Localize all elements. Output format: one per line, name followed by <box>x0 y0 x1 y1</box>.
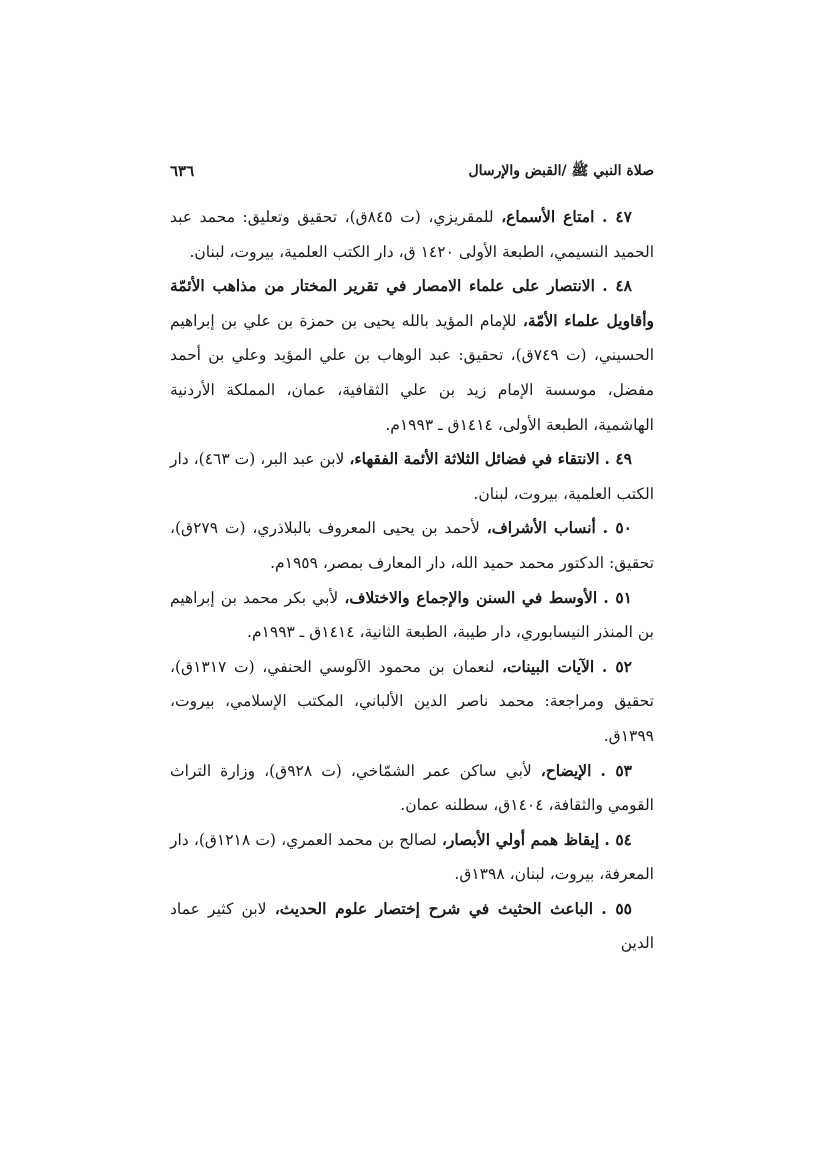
entry-number: ٤٩ . <box>604 449 633 469</box>
entry-title: الآيات البينات، <box>501 656 595 676</box>
entry-details: لابن كثير عماد الدين <box>170 899 654 953</box>
entry-details: لنعمان بن محمود الآلوسي الحنفي، (ت ١٣١٧ق)، تحقيق ومراجعة: محمد ناصر الدين الألباني، المكتب الإسلامي، بيروت، ١٣٩٩ق. <box>170 657 654 745</box>
entry-title: الإيضاح، <box>540 760 592 780</box>
bibliography-entry <box>170 269 654 442</box>
bibliography-entry <box>170 650 654 754</box>
entry-number: ٤٨ . <box>602 276 633 296</box>
entry-title: امتاع الأسماع، <box>501 207 595 226</box>
entry-title: أنساب الأشراف، <box>486 518 596 538</box>
page-header <box>170 156 654 186</box>
entry-title: الانتصار على علماء الامصار في تقرير المختار من مذاهب الأئمّة وأقاويل علماء الأمّة، <box>170 276 654 330</box>
entry-details: لابن عبد البر، (ت ٤٦٣)، دار الكتب العلمية، بيروت، لبنان. <box>170 450 654 503</box>
page-number: ٦٣٦ <box>170 162 195 180</box>
bibliography-entry <box>170 442 654 511</box>
entry-title: الأوسط في السنن والإجماع والاختلاف، <box>344 587 598 607</box>
entry-details: لأبي بكر محمد بن إبراهيم بن المنذر النيسابوري، دار طيبة، الطبعة الثانية، ١٤١٤ق ـ ١٩٩٣م. <box>170 588 654 642</box>
entry-details: لأبي ساكن عمر الشمّاخي، (ت ٩٢٨ق)، وزارة التراث القومي والثقافة، ١٤٠٤ق، سطلنه عمان. <box>170 761 654 815</box>
entry-number: ٤٧ . <box>601 207 632 226</box>
entry-title: الانتقاء في فضائل الثلاثة الأئمة الفقهاء، <box>349 449 600 469</box>
bibliography-entry <box>170 581 654 650</box>
entry-number: ٥٥ . <box>601 898 632 918</box>
bibliography-entry <box>170 823 654 892</box>
entry-details: لأحمد بن يحيى المعروف بالبلاذري، (ت ٢٧٩ق)، تحقيق: الدكتور محمد حميد الله، دار المعارف بمصر، ١٩٥٩م. <box>170 519 654 572</box>
entry-number: ٥١ . <box>603 587 632 607</box>
entry-title: الباعث الحثيث في شرح إختصار علوم الحديث، <box>274 898 594 918</box>
entry-number: ٥٤ . <box>604 829 633 849</box>
bibliography-entry <box>170 511 654 580</box>
bibliography-entry <box>170 754 654 823</box>
entry-details: لصالح بن محمد العمري، (ت ١٢١٨ق)، دار المعرفة، بيروت، لبنان، ١٣٩٨ق. <box>170 830 654 884</box>
entry-number: ٥٣ . <box>600 760 632 780</box>
entry-title: إيقاظ همم أولي الأبصار، <box>441 829 600 849</box>
bibliography-entry <box>170 892 654 961</box>
bibliography-list <box>170 200 654 961</box>
entry-number: ٥٠ . <box>602 518 632 538</box>
entry-details: للإمام المؤيد بالله يحيى بن حمزة بن علي بن إبراهيم الحسيني، (ت ٧٤٩ق)، تحقيق: عبد الوهاب بن علي المؤيد وعلي بن أحمد مفضل، موسسة الإمام زيد بن علي الثقافية، عمان، المملكة الأردنية الهاشمية، الطبعة الأولى، ١٤١٤ق ـ ١٩٩٣م. <box>170 311 654 434</box>
bibliography-entry <box>170 200 654 269</box>
entry-details: للمقريزي، (ت ٨٤٥ق)، تحقيق وتعليق: محمد عبد الحميد النسيمي، الطبعة الأولى ١٤٢٠ ق، دار الكتب العلمية، بيروت، لبنان. <box>170 208 654 261</box>
running-title: صلاة النبي ﷺ /القبض والإرسال <box>468 163 654 179</box>
entry-number: ٥٢ . <box>601 656 632 676</box>
